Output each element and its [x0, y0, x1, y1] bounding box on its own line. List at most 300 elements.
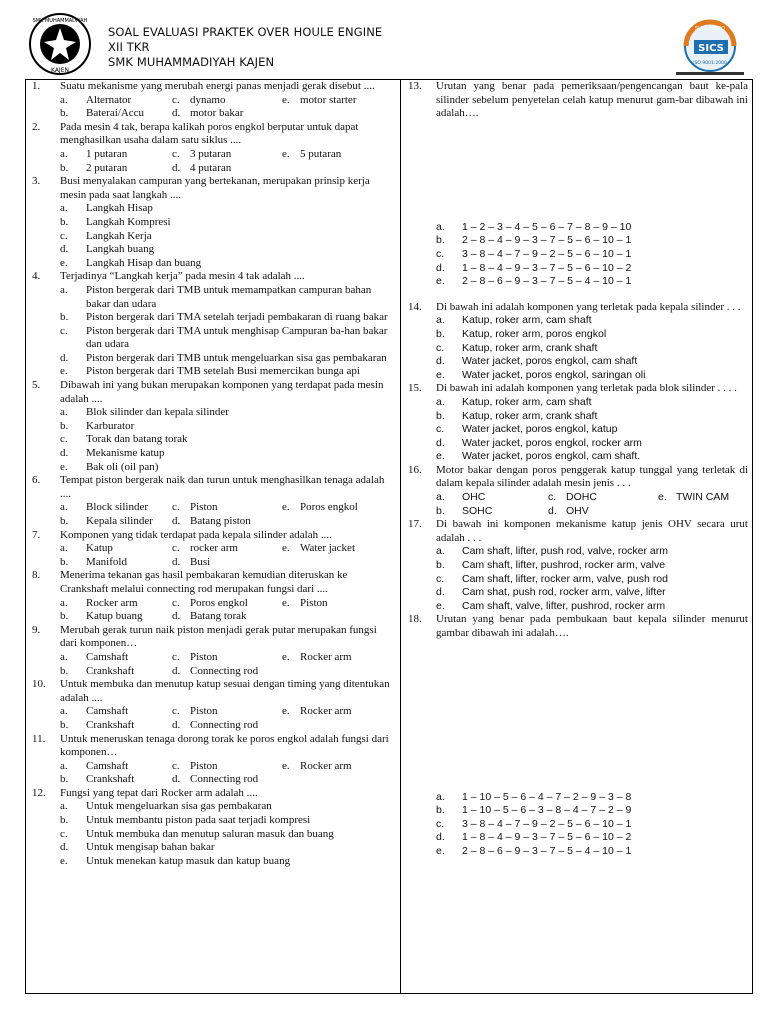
option-cell: b. [60, 107, 69, 120]
question-item [32, 80, 394, 94]
option-text: 3 – 8 – 4 – 7 – 9 – 2 – 5 – 6 – 10 – 1 [462, 817, 632, 830]
svg-text:ISO 9001:2000: ISO 9001:2000 [693, 61, 727, 66]
option-cell: Alternator [86, 93, 132, 106]
option-cell: a. [60, 650, 68, 663]
option-letter: b. [60, 311, 69, 324]
answer-option [408, 410, 748, 424]
question-item [32, 270, 394, 284]
option-letter: b. [436, 804, 445, 817]
answer-option [408, 328, 748, 342]
option-text: Water jacket, poros engkol, katup [462, 423, 618, 436]
option-cell: 4 putaran [190, 161, 232, 174]
answer-option [32, 855, 394, 869]
answer-option [32, 257, 394, 271]
column-divider [400, 80, 401, 993]
option-cell: Connecting rod [190, 664, 259, 677]
question-item [408, 464, 748, 491]
option-letter: b. [436, 327, 445, 340]
answer-option [408, 221, 748, 235]
option-cell: Connecting rod [190, 718, 259, 731]
option-cell: Rocker arm [300, 650, 352, 663]
answer-option [32, 420, 394, 434]
option-text: Piston bergerak dari TMA untuk menghisap Campuran ba-han bakar dan udara [86, 324, 388, 351]
option-cell: OHV [566, 504, 589, 517]
option-text: Piston bergerak dari TMB setelah Busi memercikan bunga api [86, 365, 360, 378]
option-row [32, 651, 394, 665]
option-cell: e. [282, 147, 290, 160]
option-cell: Water jacket [300, 542, 355, 555]
question-number: 16. [408, 463, 422, 476]
option-cell: Piston [190, 759, 218, 772]
option-row [32, 148, 394, 162]
answer-option [408, 586, 748, 600]
answer-option [32, 841, 394, 855]
option-cell: OHC [462, 491, 486, 504]
option-cell: d. [172, 555, 181, 568]
answer-option [408, 600, 748, 614]
option-cell: e. [282, 650, 290, 663]
question-number: 2. [32, 120, 41, 133]
option-text: Katup, roker arm, poros engkol [462, 327, 607, 340]
question-stem: Urutan yang benar pada pembukaan baut kepala silinder menurut gambar dibawah ini adalah…. [436, 613, 748, 639]
option-row [32, 107, 394, 121]
option-cell: Kepala silinder [86, 515, 153, 527]
option-cell: 3 putaran [190, 147, 232, 160]
option-cell: c. [172, 650, 180, 663]
option-text: 1 – 8 – 4 – 9 – 3 – 7 – 5 – 6 – 10 – 2 [462, 261, 632, 274]
option-cell: b. [60, 773, 69, 786]
option-row [32, 719, 394, 733]
answer-option [32, 461, 394, 475]
answer-option [408, 573, 748, 587]
option-cell: Katup [86, 542, 113, 555]
answer-option [32, 828, 394, 842]
answer-option [32, 800, 394, 814]
answer-option [408, 559, 748, 573]
option-text: Mekanisme katup [86, 447, 165, 460]
question-number: 18. [408, 613, 422, 626]
option-cell: b. [436, 504, 445, 517]
option-text: Untuk mengisap bahan bakar [86, 841, 215, 854]
answer-option [408, 845, 748, 859]
option-cell: c. [172, 147, 180, 160]
option-text: Bak oli (oil pan) [86, 460, 159, 473]
option-row [32, 162, 394, 176]
svg-text:SMK MUHAMMADIYAH: SMK MUHAMMADIYAH [32, 18, 88, 24]
option-cell [282, 610, 300, 624]
option-cell: Crankshaft [86, 664, 135, 677]
answer-option [408, 545, 748, 559]
option-cell: Rocker arm [300, 705, 352, 718]
option-cell: Poros engkol [190, 596, 248, 609]
option-cell: c. [172, 596, 180, 609]
option-cell: a. [60, 596, 68, 609]
option-row [32, 542, 394, 556]
option-letter: b. [60, 814, 69, 827]
option-cell: 2 putaran [86, 161, 128, 174]
question-number: 12. [32, 786, 46, 799]
answer-option [32, 216, 394, 230]
option-cell: Piston [190, 501, 218, 514]
option-row [32, 556, 394, 570]
option-letter: e. [436, 450, 445, 463]
option-text: 3 – 8 – 4 – 7 – 9 – 2 – 5 – 6 – 10 – 1 [462, 247, 632, 260]
question-stem: Fungsi yang tepat dari Rocker arm adalah .... [60, 786, 258, 799]
option-cell: Connecting rod [190, 773, 259, 786]
option-cell [282, 107, 300, 121]
option-text: 2 – 8 – 4 – 9 – 3 – 7 – 5 – 6 – 10 – 1 [462, 234, 632, 247]
option-cell [282, 665, 300, 679]
option-cell: a. [60, 93, 68, 106]
option-cell: rocker arm [190, 542, 238, 555]
option-letter: d. [436, 261, 445, 274]
answer-option [32, 433, 394, 447]
option-cell: d. [548, 504, 557, 517]
left-column [32, 80, 394, 868]
option-cell: b. [60, 610, 69, 623]
answer-option [408, 342, 748, 356]
title-line-3: SMK MUHAMMADIYAH KAJEN [108, 55, 275, 69]
option-text: 1 – 8 – 4 – 9 – 3 – 7 – 5 – 6 – 10 – 2 [462, 831, 632, 844]
option-cell: e. [282, 759, 290, 772]
option-cell: d. [172, 773, 181, 786]
certification-logo [672, 18, 748, 80]
option-text: 2 – 8 – 6 – 9 – 3 – 7 – 5 – 4 – 10 – 1 [462, 844, 632, 857]
school-logo [28, 12, 92, 76]
question-stem: Busi menyalakan campuran yang bertekanan, merupakan prinsip kerja mesin pada saat langkah .... [60, 175, 370, 201]
answer-option [32, 814, 394, 828]
option-text: Piston bergerak dari TMA setelah terjadi pembakaran di ruang bakar [86, 311, 388, 324]
option-letter: d. [60, 841, 69, 854]
option-cell: dynamo [190, 93, 226, 106]
option-cell [282, 719, 300, 733]
answer-option [408, 818, 748, 832]
option-text: Cam shaft, lifter, push rod, valve, rocker arm [462, 545, 668, 558]
svg-text:KAJEN: KAJEN [51, 67, 69, 74]
option-letter: d. [60, 243, 69, 256]
question-number: 10. [32, 678, 46, 691]
option-letter: e. [60, 365, 68, 378]
option-letter: c. [60, 229, 68, 242]
option-letter: e. [436, 599, 445, 612]
option-cell: Rocker arm [86, 596, 138, 609]
answer-option [32, 447, 394, 461]
answer-option [32, 284, 394, 311]
option-cell: d. [172, 718, 181, 731]
option-text: Untuk membuka dan menutup saluran masuk dan buang [86, 827, 334, 840]
option-letter: c. [60, 324, 68, 337]
option-text: Blok silinder dan kepala silinder [86, 406, 229, 419]
option-cell: e. [658, 491, 667, 504]
option-cell: Batang torak [190, 610, 247, 623]
question-number: 5. [32, 379, 41, 392]
figure-placeholder [408, 641, 748, 791]
answer-option [32, 311, 394, 325]
svg-text:SUCOFINDO: SUCOFINDO [694, 26, 726, 32]
question-item [32, 733, 394, 760]
question-stem: Motor bakar dengan poros penggerak katup tunggal yang terletak di dalam kepala silinder adalah mesin jenis . . . [436, 463, 748, 490]
question-number: 13. [408, 80, 422, 92]
option-text: Untuk menekan katup masuk dan katup buang [86, 854, 291, 867]
question-number: 11. [32, 732, 46, 745]
option-cell [282, 556, 300, 570]
option-letter: e. [436, 844, 445, 857]
answer-option [408, 234, 748, 248]
option-cell: e. [282, 705, 290, 718]
option-cell: Block silinder [86, 501, 149, 514]
option-letter: d. [436, 355, 445, 368]
option-text: Langkah Hisap dan buang [86, 256, 202, 269]
option-text: Cam shaft, lifter, rocker arm, valve, push rod [462, 572, 668, 585]
option-letter: e. [436, 275, 445, 288]
option-letter: b. [436, 409, 445, 422]
question-item [32, 569, 394, 596]
option-cell: Baterai/Accu [86, 107, 145, 120]
option-letter: b. [436, 234, 445, 247]
option-cell: c. [548, 491, 557, 504]
option-text: Katup, roker arm, cam shaft [462, 314, 592, 327]
option-letter: d. [436, 436, 445, 449]
option-row [32, 705, 394, 719]
question-item [408, 382, 748, 396]
option-cell: TWIN CAM [676, 491, 730, 504]
question-stem: Komponen yang tidak terdapat pada kepala silinder adalah .... [60, 528, 332, 541]
question-stem: Suatu mekanisme yang merubah energi panas menjadi gerak disebut .... [60, 80, 375, 92]
spacer [408, 289, 748, 301]
question-stem: Di bawah ini komponen mekanisme katup jenis OHV secara urut adalah . . . [436, 518, 748, 544]
option-cell: Camshaft [86, 705, 129, 718]
option-cell: Piston [300, 596, 328, 609]
option-cell: DOHC [566, 491, 597, 504]
question-number: 1. [32, 80, 41, 92]
answer-option [408, 369, 748, 383]
title-line-2: XII TKR [108, 40, 150, 54]
option-text: Katup, roker arm, crank shaft [462, 409, 598, 422]
option-cell: Poros engkol [300, 501, 358, 514]
answer-option [32, 230, 394, 244]
answer-option [32, 365, 394, 379]
option-cell [658, 505, 676, 519]
option-text: Katup, roker arm, crank shaft [462, 341, 598, 354]
answer-option [408, 314, 748, 328]
option-cell: a. [60, 542, 68, 555]
option-cell: Rocker arm [300, 759, 352, 772]
option-letter: c. [436, 247, 445, 260]
option-letter: a. [60, 800, 68, 813]
option-letter: c. [436, 572, 445, 585]
option-cell: e. [282, 93, 290, 106]
option-cell: e. [282, 542, 290, 555]
option-letter: c. [436, 817, 445, 830]
option-cell: Camshaft [86, 650, 129, 663]
option-row [32, 501, 394, 515]
option-text: 2 – 8 – 6 – 9 – 3 – 7 – 5 – 4 – 10 – 1 [462, 275, 632, 288]
option-cell: d. [172, 610, 181, 623]
option-cell: a. [60, 759, 68, 772]
option-cell: Camshaft [86, 759, 129, 772]
question-stem: Terjadinya “Langkah kerja” pada mesin 4 tak adalah .... [60, 270, 305, 283]
question-item [408, 301, 748, 315]
question-item [408, 613, 748, 640]
question-number: 8. [32, 569, 41, 582]
question-item [408, 518, 748, 545]
option-cell: d. [172, 107, 181, 120]
option-letter: b. [60, 215, 69, 228]
option-cell: motor starter [300, 93, 357, 106]
answer-option [32, 325, 394, 352]
question-stem: Pada mesin 4 tak, berapa kalikah poros engkol berputar untuk dapat menghasilkan usaha dalam satu siklus .... [60, 120, 359, 147]
option-cell: c. [172, 542, 180, 555]
option-text: Katup, roker arm, cam shaft [462, 395, 592, 408]
answer-option [408, 831, 748, 845]
option-cell: b. [60, 718, 69, 731]
question-item [32, 787, 394, 801]
option-text: Langkah buang [86, 243, 155, 256]
answer-option [408, 450, 748, 464]
title-line-1: SOAL EVALUASI PRAKTEK OVER HOULE ENGINE [108, 25, 383, 39]
svg-text:SICS: SICS [698, 43, 724, 54]
option-text: Karburator [86, 419, 135, 432]
question-item [32, 474, 394, 501]
document-title [108, 25, 382, 70]
option-text: Water jacket, poros engkol, cam shaft [462, 355, 638, 368]
option-row [32, 610, 394, 624]
option-cell: Crankshaft [86, 718, 135, 731]
option-letter: d. [60, 447, 69, 460]
option-row [32, 515, 394, 529]
option-text: Cam shat, push rod, rocker arm, valve, lifter [462, 586, 666, 599]
option-letter: a. [436, 395, 445, 408]
question-number: 17. [408, 518, 422, 531]
option-letter: e. [60, 256, 68, 269]
option-letter: e. [60, 460, 68, 473]
answer-option [408, 396, 748, 410]
option-letter: a. [436, 220, 445, 233]
option-text: Water jacket, poros engkol, rocker arm [462, 436, 642, 449]
question-number: 3. [32, 175, 41, 188]
question-number: 6. [32, 474, 41, 487]
option-text: Piston bergerak dari TMB untuk mengeluarkan sisa gas pembakaran [86, 351, 387, 364]
answer-option [408, 262, 748, 276]
option-cell: a. [60, 705, 68, 718]
option-cell: c. [172, 759, 180, 772]
answer-option [408, 437, 748, 451]
option-cell: b. [60, 555, 69, 568]
option-text: Untuk mengeluarkan sisa gas pembakaran [86, 800, 272, 813]
question-stem: Menerima tekanan gas hasil pembakaran kemudian diteruskan ke Crankshaft melalui connecting rod merupakan fungsi dari .... [60, 569, 348, 595]
option-row [32, 597, 394, 611]
option-cell: Busi [190, 555, 211, 568]
question-item [408, 80, 748, 121]
answer-option [408, 423, 748, 437]
option-text: Cam shaft, lifter, pushrod, rocker arm, valve [462, 559, 666, 572]
option-letter: c. [60, 827, 68, 840]
option-letter: a. [436, 545, 445, 558]
option-text: 1 – 10 – 5 – 6 – 4 – 7 – 2 – 9 – 3 – 8 [462, 790, 632, 803]
question-stem: Di bawah ini adalah komponen yang terletak pada kepala silinder . . . [436, 300, 741, 313]
option-letter: c. [60, 433, 68, 446]
option-letter: e. [436, 368, 445, 381]
option-letter: c. [436, 341, 445, 354]
option-text: Water jacket, poros engkol, saringan oli [462, 368, 646, 381]
option-text: Water jacket, poros engkol, cam shaft. [462, 450, 641, 463]
option-text: Langkah Kerja [86, 229, 152, 242]
question-stem: Merubah gerak turun naik piston menjadi gerak putar merupakan fungsi dari komponen… [60, 623, 377, 650]
option-text: Untuk membantu piston pada saat terjadi kompresi [86, 814, 311, 827]
option-row [32, 665, 394, 679]
spacer [408, 859, 748, 871]
question-number: 15. [408, 382, 422, 395]
option-letter: e. [60, 854, 68, 867]
option-text: 1 – 2 – 3 – 4 – 5 – 6 – 7 – 8 – 9 – 10 [462, 220, 632, 233]
option-cell: Batang piston [190, 515, 251, 527]
option-cell: e. [282, 501, 290, 514]
question-item [32, 175, 394, 202]
right-column [408, 80, 748, 871]
question-sheet [25, 79, 753, 994]
option-cell: Katup buang [86, 610, 143, 623]
option-cell: Crankshaft [86, 773, 135, 786]
option-letter: a. [436, 314, 445, 327]
option-cell: d. [172, 161, 181, 174]
option-cell: Piston [190, 705, 218, 718]
answer-option [408, 248, 748, 262]
option-cell: Piston [190, 650, 218, 663]
question-stem: Di bawah ini adalah komponen yang terletak pada blok silinder . . . . [436, 382, 737, 395]
option-cell: 5 putaran [300, 147, 342, 160]
question-stem: Untuk membuka dan menutup katup sesuai dengan timing yang ditentukan adalah .... [60, 678, 390, 704]
option-cell: c. [172, 705, 180, 718]
answer-option [408, 355, 748, 369]
question-item [32, 529, 394, 543]
option-letter: a. [60, 406, 68, 419]
option-cell: b. [60, 161, 69, 174]
question-item [32, 379, 394, 406]
option-row [32, 773, 394, 787]
option-cell: motor bakar [190, 107, 244, 120]
question-item [32, 121, 394, 148]
question-stem: Untuk meneruskan tenaga dorong torak ke poros engkol adalah fungsi dari komponen… [60, 732, 389, 759]
option-text: Langkah Hisap [86, 202, 153, 215]
option-letter: d. [436, 586, 445, 599]
option-cell: e. [282, 596, 290, 609]
question-item [32, 678, 394, 705]
figure-placeholder [408, 121, 748, 221]
option-cell: a. [436, 491, 445, 504]
question-stem: Tempat piston bergerak naik dan turun untuk menghasilkan tenaga adalah .... [60, 474, 385, 500]
option-cell: 1 putaran [86, 147, 128, 160]
option-letter: a. [436, 790, 445, 803]
question-item [32, 624, 394, 651]
option-letter: b. [60, 419, 69, 432]
question-number: 7. [32, 528, 41, 541]
option-letter: a. [60, 283, 68, 296]
option-cell: d. [172, 515, 181, 527]
option-cell: b. [60, 515, 69, 527]
option-cell: SOHC [462, 504, 493, 517]
option-text: Piston bergerak dari TMB untuk memampatkan campuran bahan bakar dan udara [86, 283, 372, 310]
option-text: Torak dan batang torak [86, 433, 188, 446]
option-text: Langkah Kompresi [86, 215, 171, 228]
option-row [408, 505, 748, 519]
option-cell: Manifold [86, 555, 127, 568]
option-cell [282, 162, 300, 176]
answer-option [408, 791, 748, 805]
document-header [0, 0, 768, 78]
question-stem: Urutan yang benar pada pemeriksaan/pengencangan baut ke-pala silinder sebelum penyetelan celah katup menurut gam-bar dibawah ini adalah…. [436, 80, 748, 120]
question-number: 4. [32, 270, 41, 283]
answer-option [408, 804, 748, 818]
